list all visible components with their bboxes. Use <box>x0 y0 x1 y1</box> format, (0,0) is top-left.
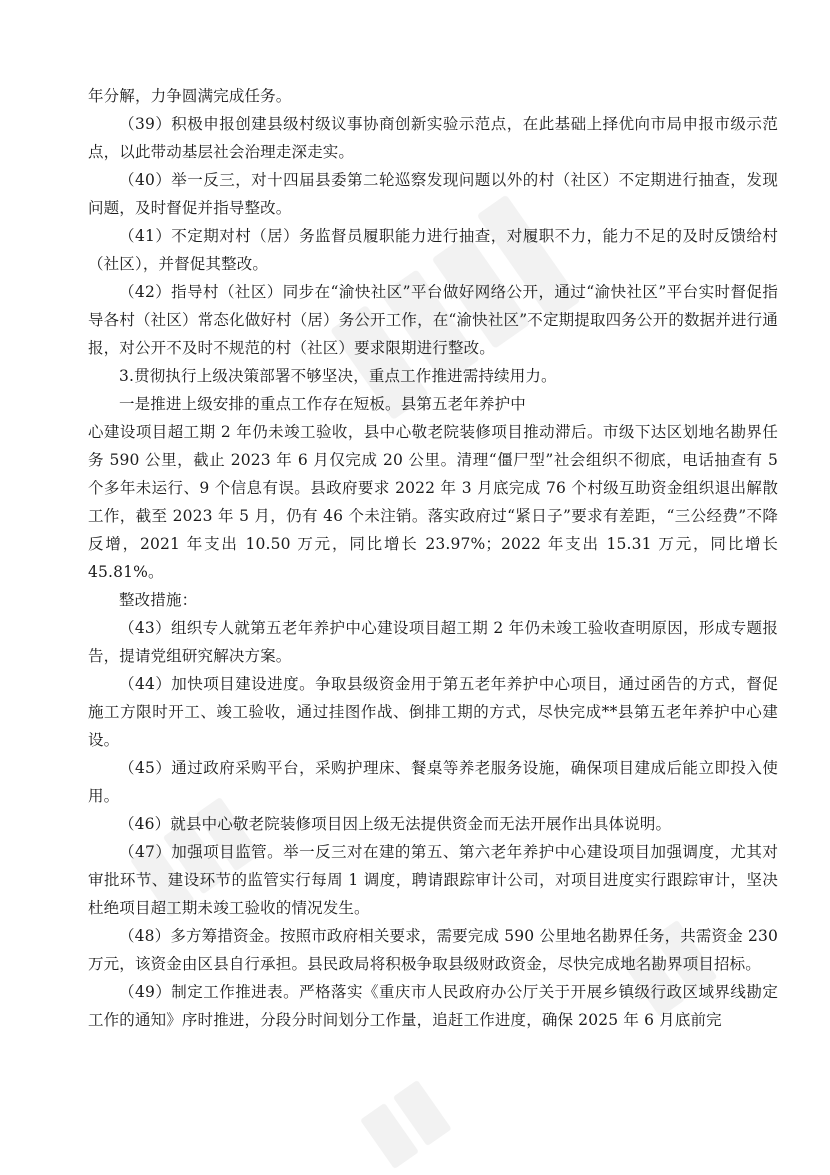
paragraph-item-48: （48）多方筹措资金。按照市政府相关要求，需要完成 590 公里地名勘界任务，共需资金 230 万元，该资金由区县自行承担。县民政局将积极争取县级财政资金，尽快完成地名勘界项目招标。 <box>88 927 778 973</box>
paragraph-item-42: （42）指导村（社区）同步在“渝快社区”平台做好网络公开，通过“渝快社区”平台实时督促指导各村（社区）常态化做好村（居）务公开工作，在“渝快社区”不定期提取四务公开的数据并进行通报，对公开不及时不规范的村（社区）要求限期进行整改。 <box>88 283 778 357</box>
section-heading-3: 3.贯彻执行上级决策部署不够坚决，重点工作推进需持续用力。 <box>119 367 557 385</box>
paragraph-item-43: （43）组织专人就第五老年养护中心建设项目超工期 2 年仍未竣工验收查明原因，形成专题报告，提请党组研究解决方案。 <box>88 619 778 665</box>
paragraph-item-44: （44）加快项目建设进度。争取县级资金用于第五老年养护中心项目，通过函告的方式，督促施工方限时开工、竣工验收，通过挂图作战、倒排工期的方式，尽快完成**县第五老年养护中心建设。 <box>88 675 778 749</box>
paragraph-issue-detail: 心建设项目超工期 2 年仍未竣工验收，县中心敬老院装修项目推动滞后。市级下达区划地名勘界任务 590 公里，截止 2023 年 6 月仅完成 20 公里。清理“僵尸型”社会组织不彻底，电话抽查有 5 个多年未运行、9 个信息有误。县政府要求 2022 年 3 月底完成 76 个村级互助资金组织退出解散工作，截至 2023 年 5 月，仍有 46 个未注销。落实政府过“紧日子”要求有差距，“三公经费”不降反增，2021 年支出 10.50 万元，同比增长 23.97%；2022 年支出 15.31 万元，同比增长 45.81%。 <box>88 423 778 581</box>
paragraph-item-39: （39）积极申报创建县级村级议事协商创新实验示范点，在此基础上择优向市局申报市级示范点，以此带动基层社会治理走深走实。 <box>88 115 778 161</box>
heading-rectification-measures: 整改措施： <box>119 591 198 609</box>
paragraph-item-49: （49）制定工作推进表。严格落实《重庆市人民政府办公厅关于开展乡镇级行政区域界线勘定工作的通知》序时推进，分段分时间划分工作量，追赶工作进度，确保 2025 年 6 月底前完 <box>88 983 778 1029</box>
paragraph-continuation: 年分解，力争圆满完成任务。 <box>88 87 292 105</box>
paragraph-issue-lead: 一是推进上级安排的重点工作存在短板。县第五老年养护中 <box>119 395 526 413</box>
paragraph-item-45: （45）通过政府采购平台，采购护理床、餐桌等养老服务设施，确保项目建成后能立即投入使用。 <box>88 759 778 805</box>
paragraph-item-47: （47）加强项目监管。举一反三对在建的第五、第六老年养护中心建设项目加强调度，尤其对审批环节、建设环节的监管实行每周 1 调度，聘请跟踪审计公司，对项目进度实行跟踪审计，坚决杜绝项目超工期未竣工验收的情况发生。 <box>88 843 778 917</box>
paragraph-item-40: （40）举一反三，对十四届县委第二轮巡察发现问题以外的村（社区）不定期进行抽查，发现问题，及时督促并指导整改。 <box>88 171 778 217</box>
document-body <box>88 82 778 1034</box>
paragraph-item-46: （46）就县中心敬老院装修项目因上级无法提供资金而无法开展作出具体说明。 <box>119 815 672 833</box>
paragraph-item-41: （41）不定期对村（居）务监督员履职能力进行抽查，对履职不力，能力不足的及时反馈给村（社区），并督促其整改。 <box>88 227 778 273</box>
